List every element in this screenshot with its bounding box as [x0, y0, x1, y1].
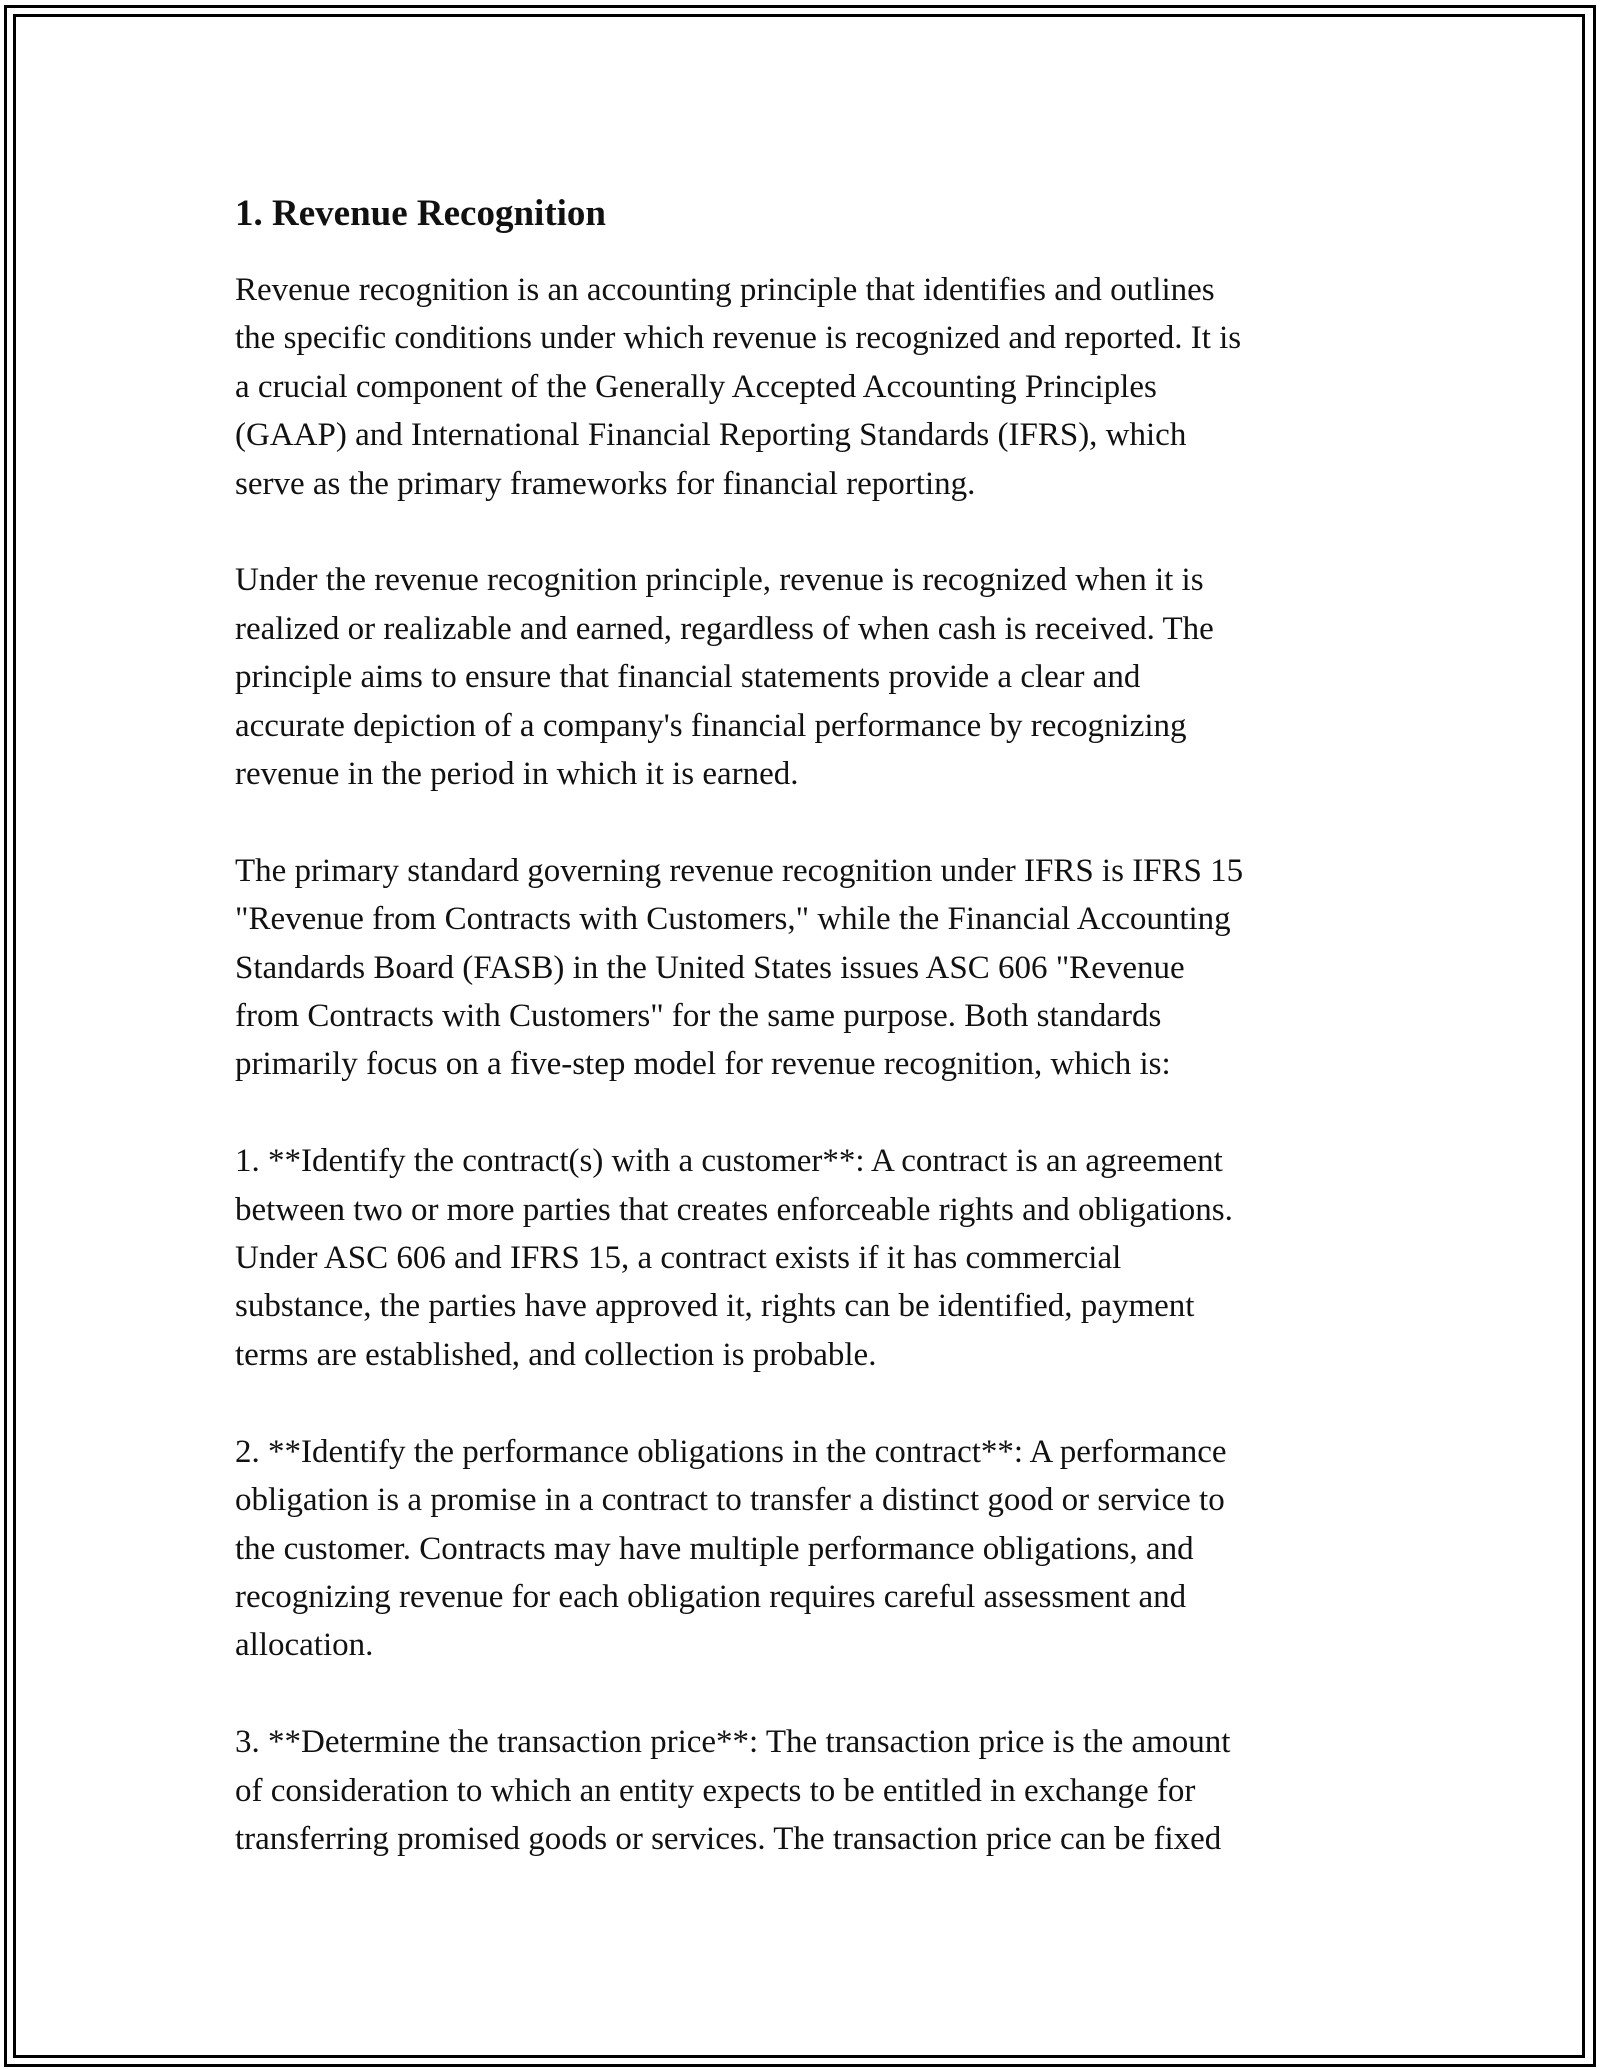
document-body	[235, 186, 1365, 1912]
paragraph-intro: Revenue recognition is an accounting principle that identifies and outlines the specific conditions under which revenue is recognized and reported. It is a crucial component of the Generally Accepted Accounting Principles (GAAP) and International Financial Reporting Standards (IFRS), which serve as the primary frameworks for financial reporting.	[235, 272, 1242, 502]
paragraph-standards: The primary standard governing revenue recognition under IFRS is IFRS 15 "Revenue from Contracts with Customers," while the Financial Accounting Standards Board (FASB) in the United States issues ASC 606 "Revenue from Contracts with Customers" for the same purpose. Both standards primarily focus on a five-step model for revenue recognition, which is:	[235, 852, 1244, 1083]
step-2-paragraph: 2. **Identify the performance obligations in the contract**: A performance obligation is a promise in a contract to transfer a distinct good or service to the customer. Contracts may have multiple performance obligations, and recognizing revenue for each obligation requires careful assessment and allocation.	[235, 1433, 1227, 1664]
step-3-paragraph: 3. **Determine the transaction price**: The transaction price is the amount of consideration to which an entity expects to be entitled in exchange for transferring promised goods or services. The transaction price can be fixed	[235, 1724, 1231, 1857]
step-1-paragraph: 1. **Identify the contract(s) with a customer**: A contract is an agreement between two or more parties that creates enforceable rights and obligations. Under ASC 606 and IFRS 15, a contract exists if it has commercial substance, the parties have approved it, rights can be identified, payment terms are established, and collection is probable.	[235, 1143, 1233, 1373]
paragraph-principle: Under the revenue recognition principle, revenue is recognized when it is realized or realizable and earned, regardless of when cash is received. The principle aims to ensure that financial statements provide a clear and accurate depiction of a company's financial performance by recognizing revenue in the period in which it is earned.	[235, 562, 1214, 793]
section-heading: 1. Revenue Recognition	[235, 193, 606, 234]
